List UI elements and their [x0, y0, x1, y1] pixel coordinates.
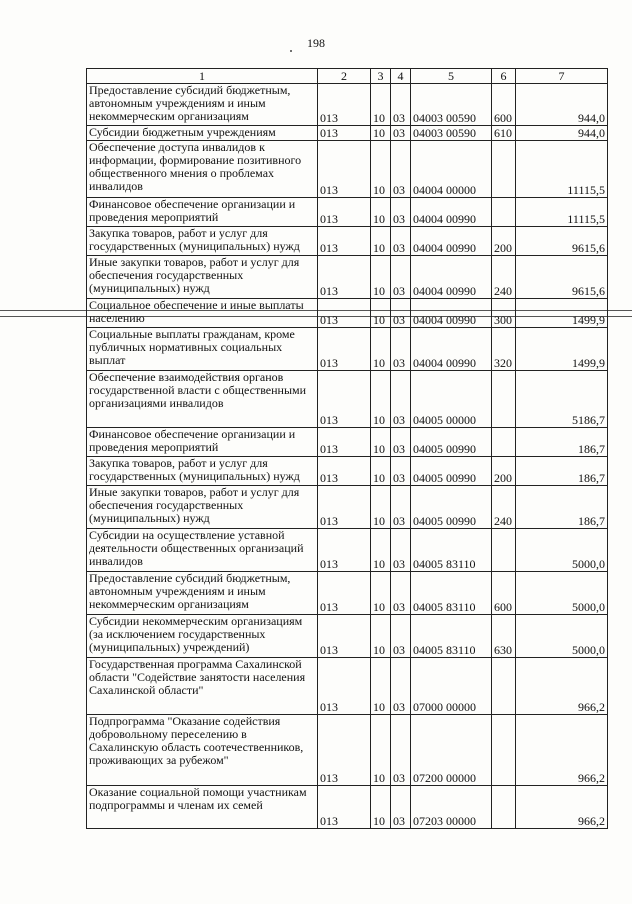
target-article: 04005 83110: [411, 572, 492, 615]
section-code: 10: [371, 299, 391, 328]
expense-type: [492, 198, 516, 227]
target-article: 04005 00990: [411, 457, 492, 486]
target-article: 04004 00990: [411, 227, 492, 256]
expense-type: [492, 141, 516, 198]
subsection-code: 03: [391, 198, 411, 227]
subsection-code: 03: [391, 141, 411, 198]
section-code: 10: [371, 126, 391, 141]
admin-code: 013: [318, 428, 371, 457]
admin-code: 013: [318, 572, 371, 615]
expense-type: [492, 428, 516, 457]
amount: 944,0: [516, 84, 608, 126]
admin-code: 013: [318, 615, 371, 658]
table-row: [87, 786, 608, 829]
table-row: [87, 126, 608, 141]
expense-type: 200: [492, 457, 516, 486]
subsection-code: 03: [391, 84, 411, 126]
section-code: 10: [371, 529, 391, 572]
target-article: 04004 00990: [411, 256, 492, 299]
table-row: [87, 371, 608, 428]
table-row: [87, 615, 608, 658]
expense-type: 200: [492, 227, 516, 256]
item-name: Закупка товаров, работ и услуг для государственных (муниципальных) нужд: [87, 227, 318, 256]
target-article: 04003 00590: [411, 126, 492, 141]
expense-type: [492, 715, 516, 786]
item-name: Закупка товаров, работ и услуг для государственных (муниципальных) нужд: [87, 457, 318, 486]
item-name: Обеспечение доступа инвалидов к информации, формирование позитивного общественного мнения о проблемах инвалидов: [87, 141, 318, 198]
subsection-code: 03: [391, 786, 411, 829]
section-code: 10: [371, 428, 391, 457]
section-code: 10: [371, 256, 391, 299]
subsection-code: 03: [391, 299, 411, 328]
item-name: Подпрограмма "Оказание содействия добровольному переселению в Сахалинскую область соотечественников, проживающих за рубежом": [87, 715, 318, 786]
subsection-code: 03: [391, 572, 411, 615]
page-number: 198: [307, 36, 325, 50]
item-name: Государственная программа Сахалинской области "Содействие занятости населения Сахалинской области": [87, 658, 318, 715]
amount: 9615,6: [516, 227, 608, 256]
section-code: 10: [371, 198, 391, 227]
target-article: 04005 00000: [411, 371, 492, 428]
target-article: 04005 00990: [411, 486, 492, 529]
item-name: Субсидии на осуществление уставной деятельности общественных организаций инвалидов: [87, 529, 318, 572]
target-article: 07200 00000: [411, 715, 492, 786]
item-name: Предоставление субсидий бюджетным, автономным учреждениям и иным некоммерческим организациям: [87, 84, 318, 126]
item-name: Предоставление субсидий бюджетным, автономным учреждениям и иным некоммерческим организациям: [87, 572, 318, 615]
amount: 1499,9: [516, 299, 608, 328]
col-header-6: 6: [492, 69, 516, 84]
section-code: 10: [371, 658, 391, 715]
target-article: 04004 00990: [411, 299, 492, 328]
admin-code: 013: [318, 227, 371, 256]
table-row: [87, 572, 608, 615]
amount: 5000,0: [516, 615, 608, 658]
expense-type: [492, 786, 516, 829]
admin-code: 013: [318, 328, 371, 371]
admin-code: 013: [318, 299, 371, 328]
subsection-code: 03: [391, 256, 411, 299]
col-header-5: 5: [411, 69, 492, 84]
expense-type: 600: [492, 84, 516, 126]
scan-speck: [290, 50, 292, 52]
subsection-code: 03: [391, 457, 411, 486]
amount: 1499,9: [516, 328, 608, 371]
expense-type: [492, 658, 516, 715]
table-row: [87, 299, 608, 328]
budget-table: [86, 68, 608, 829]
amount: 11115,5: [516, 198, 608, 227]
target-article: 04003 00590: [411, 84, 492, 126]
item-name: Финансовое обеспечение организации и проведения мероприятий: [87, 428, 318, 457]
target-article: 04004 00990: [411, 198, 492, 227]
target-article: 04004 00000: [411, 141, 492, 198]
section-code: 10: [371, 328, 391, 371]
header-row: [87, 69, 608, 84]
subsection-code: 03: [391, 715, 411, 786]
section-code: 10: [371, 715, 391, 786]
table-row: [87, 256, 608, 299]
target-article: 07203 00000: [411, 786, 492, 829]
amount: 944,0: [516, 126, 608, 141]
table-row: [87, 198, 608, 227]
expense-type: 320: [492, 328, 516, 371]
subsection-code: 03: [391, 227, 411, 256]
table-row: [87, 84, 608, 126]
expense-type: 600: [492, 572, 516, 615]
table-row: [87, 328, 608, 371]
subsection-code: 03: [391, 428, 411, 457]
amount: 966,2: [516, 786, 608, 829]
expense-type: 240: [492, 486, 516, 529]
col-header-2: 2: [318, 69, 371, 84]
target-article: 07000 00000: [411, 658, 492, 715]
item-name: Финансовое обеспечение организации и проведения мероприятий: [87, 198, 318, 227]
amount: 966,2: [516, 658, 608, 715]
subsection-code: 03: [391, 615, 411, 658]
admin-code: 013: [318, 256, 371, 299]
amount: 5000,0: [516, 572, 608, 615]
admin-code: 013: [318, 486, 371, 529]
expense-type: [492, 371, 516, 428]
col-header-4: 4: [391, 69, 411, 84]
admin-code: 013: [318, 529, 371, 572]
section-code: 10: [371, 141, 391, 198]
admin-code: 013: [318, 141, 371, 198]
target-article: 04005 83110: [411, 529, 492, 572]
amount: 9615,6: [516, 256, 608, 299]
expense-type: 240: [492, 256, 516, 299]
col-header-1: 1: [87, 69, 318, 84]
admin-code: 013: [318, 198, 371, 227]
section-code: 10: [371, 786, 391, 829]
item-name: Иные закупки товаров, работ и услуг для обеспечения государственных (муниципальных) нужд: [87, 486, 318, 529]
amount: 186,7: [516, 457, 608, 486]
item-name: Субсидии некоммерческим организациям (за исключением государственных (муниципальных) учреждений): [87, 615, 318, 658]
col-header-3: 3: [371, 69, 391, 84]
item-name: Оказание социальной помощи участникам подпрограммы и членам их семей: [87, 786, 318, 829]
target-article: 04005 00990: [411, 428, 492, 457]
amount: 5000,0: [516, 529, 608, 572]
admin-code: 013: [318, 126, 371, 141]
admin-code: 013: [318, 371, 371, 428]
table-row: [87, 529, 608, 572]
item-name: Обеспечение взаимодействия органов государственной власти с общественными организациями инвалидов: [87, 371, 318, 428]
col-header-7: 7: [516, 69, 608, 84]
item-name: Социальное обеспечение и иные выплаты населению: [87, 299, 318, 328]
section-code: 10: [371, 84, 391, 126]
section-code: 10: [371, 227, 391, 256]
section-code: 10: [371, 615, 391, 658]
section-code: 10: [371, 371, 391, 428]
expense-type: 300: [492, 299, 516, 328]
subsection-code: 03: [391, 529, 411, 572]
target-article: 04004 00990: [411, 328, 492, 371]
section-code: 10: [371, 572, 391, 615]
admin-code: 013: [318, 786, 371, 829]
section-code: 10: [371, 486, 391, 529]
subsection-code: 03: [391, 486, 411, 529]
subsection-code: 03: [391, 328, 411, 371]
amount: 5186,7: [516, 371, 608, 428]
admin-code: 013: [318, 457, 371, 486]
table-row: [87, 658, 608, 715]
expense-type: 610: [492, 126, 516, 141]
expense-type: 630: [492, 615, 516, 658]
amount: 11115,5: [516, 141, 608, 198]
table-row: [87, 141, 608, 198]
admin-code: 013: [318, 658, 371, 715]
table-row: [87, 457, 608, 486]
table-row: [87, 227, 608, 256]
expense-type: [492, 529, 516, 572]
table-row: [87, 715, 608, 786]
admin-code: 013: [318, 715, 371, 786]
table-row: [87, 486, 608, 529]
section-code: 10: [371, 457, 391, 486]
table-row: [87, 428, 608, 457]
subsection-code: 03: [391, 658, 411, 715]
amount: 966,2: [516, 715, 608, 786]
amount: 186,7: [516, 486, 608, 529]
item-name: Иные закупки товаров, работ и услуг для обеспечения государственных (муниципальных) нужд: [87, 256, 318, 299]
item-name: Субсидии бюджетным учреждениям: [87, 126, 318, 141]
target-article: 04005 83110: [411, 615, 492, 658]
subsection-code: 03: [391, 126, 411, 141]
subsection-code: 03: [391, 371, 411, 428]
amount: 186,7: [516, 428, 608, 457]
admin-code: 013: [318, 84, 371, 126]
item-name: Социальные выплаты гражданам, кроме публичных нормативных социальных выплат: [87, 328, 318, 371]
